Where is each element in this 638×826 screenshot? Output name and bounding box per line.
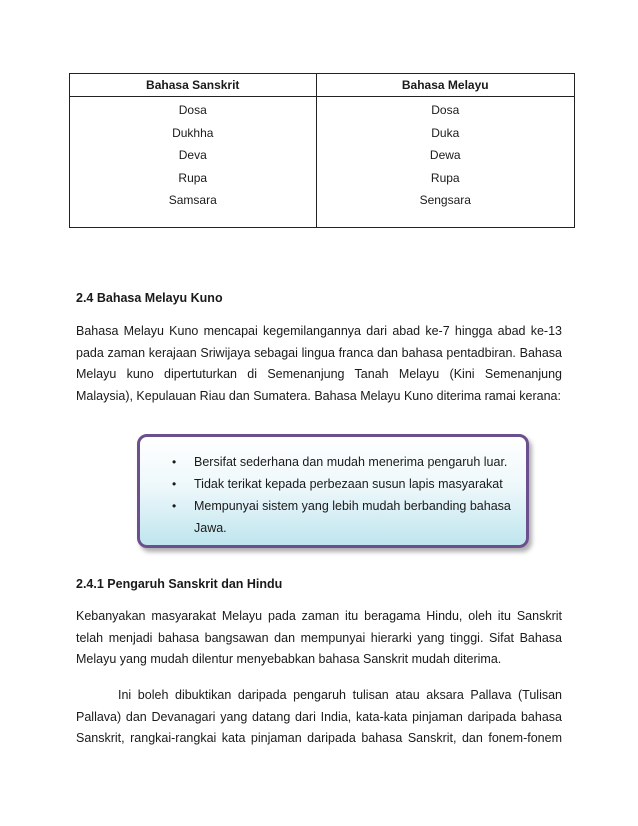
table-header-row bbox=[70, 74, 575, 97]
features-callout-box bbox=[137, 434, 529, 548]
header-bahasa-sanskrit: Bahasa Sanskrit bbox=[70, 74, 317, 97]
table-cell: Dewa bbox=[429, 148, 461, 163]
paragraph-line: telah menjadi bahasa bangsawan dan mempunyai hierarki yang tinggi. Sifat Bahasa bbox=[76, 630, 562, 645]
list-item: • Bersifat sederhana dan mudah menerima pengaruh luar. bbox=[170, 451, 510, 473]
table-cell: Duka bbox=[431, 125, 460, 140]
table-cell: Samsara bbox=[168, 193, 217, 208]
paragraph-line: Malaysia), Kepulauan Riau dan Sumatera. Bahasa Melayu Kuno diterima ramai kerana: bbox=[76, 388, 561, 403]
table-cell: Rupa bbox=[430, 170, 460, 185]
bullet-icon: • bbox=[172, 477, 177, 491]
word-comparison-table bbox=[69, 73, 575, 228]
list-item: • Tidak terikat kepada perbezaan susun lapis masyarakat bbox=[170, 473, 510, 495]
table-cell: Dukhha bbox=[172, 125, 214, 140]
paragraph-line: Ini boleh dibuktikan daripada pengaruh tulisan atau aksara Pallava (Tulisan bbox=[118, 688, 562, 702]
paragraph-line: Bahasa Melayu Kuno mencapai kegemilangannya dari abad ke-7 hingga abad ke-13 bbox=[76, 324, 562, 338]
melayu-column bbox=[316, 97, 575, 228]
section-heading-2-4-1: 2.4.1 Pengaruh Sanskrit dan Hindu bbox=[76, 577, 283, 591]
table-cell: Dosa bbox=[431, 103, 460, 117]
table-cell: Dosa bbox=[178, 103, 207, 117]
table-cell: Deva bbox=[178, 148, 207, 163]
paragraph-line: Melayu yang mudah dilentur menyebabkan bahasa Sanskrit mudah diterima. bbox=[76, 652, 502, 666]
paragraph-pengaruh-sanskrit bbox=[76, 606, 562, 671]
paragraph-bahasa-melayu-kuno bbox=[76, 321, 562, 407]
features-list bbox=[170, 451, 510, 539]
paragraph-line: Melayu kuno dipertuturkan di Semenanjung Tanah Melayu (Kini Semenanjung bbox=[76, 367, 562, 381]
paragraph-line: Pallava) dan Devanagari yang datang dari India, kata-kata pinjaman daripada bahasa bbox=[76, 709, 562, 724]
bullet-icon: • bbox=[172, 455, 177, 469]
header-bahasa-melayu: Bahasa Melayu bbox=[316, 74, 575, 97]
paragraph-line: Sanskrit, rangkai-rangkai kata pinjaman daripada bahasa Sanskrit, dan fonem-fonem bbox=[76, 731, 562, 745]
table-row bbox=[70, 97, 575, 228]
table-cell: Sengsara bbox=[419, 193, 471, 208]
list-item: • Mempunyai sistem yang lebih mudah berbanding bahasa Jawa. bbox=[170, 495, 510, 539]
table-cell: Rupa bbox=[178, 170, 208, 185]
paragraph-line: pada zaman kerajaan Sriwijaya sebagai lingua franca dan bahasa pentadbiran. Bahasa bbox=[76, 345, 562, 360]
sanskrit-column bbox=[70, 97, 317, 228]
section-heading-2-4: 2.4 Bahasa Melayu Kuno bbox=[76, 291, 223, 305]
bullet-icon: • bbox=[172, 499, 177, 513]
paragraph-bukti-pengaruh bbox=[76, 685, 562, 750]
paragraph-line: Kebanyakan masyarakat Melayu pada zaman itu beragama Hindu, oleh itu Sanskrit bbox=[76, 609, 562, 623]
